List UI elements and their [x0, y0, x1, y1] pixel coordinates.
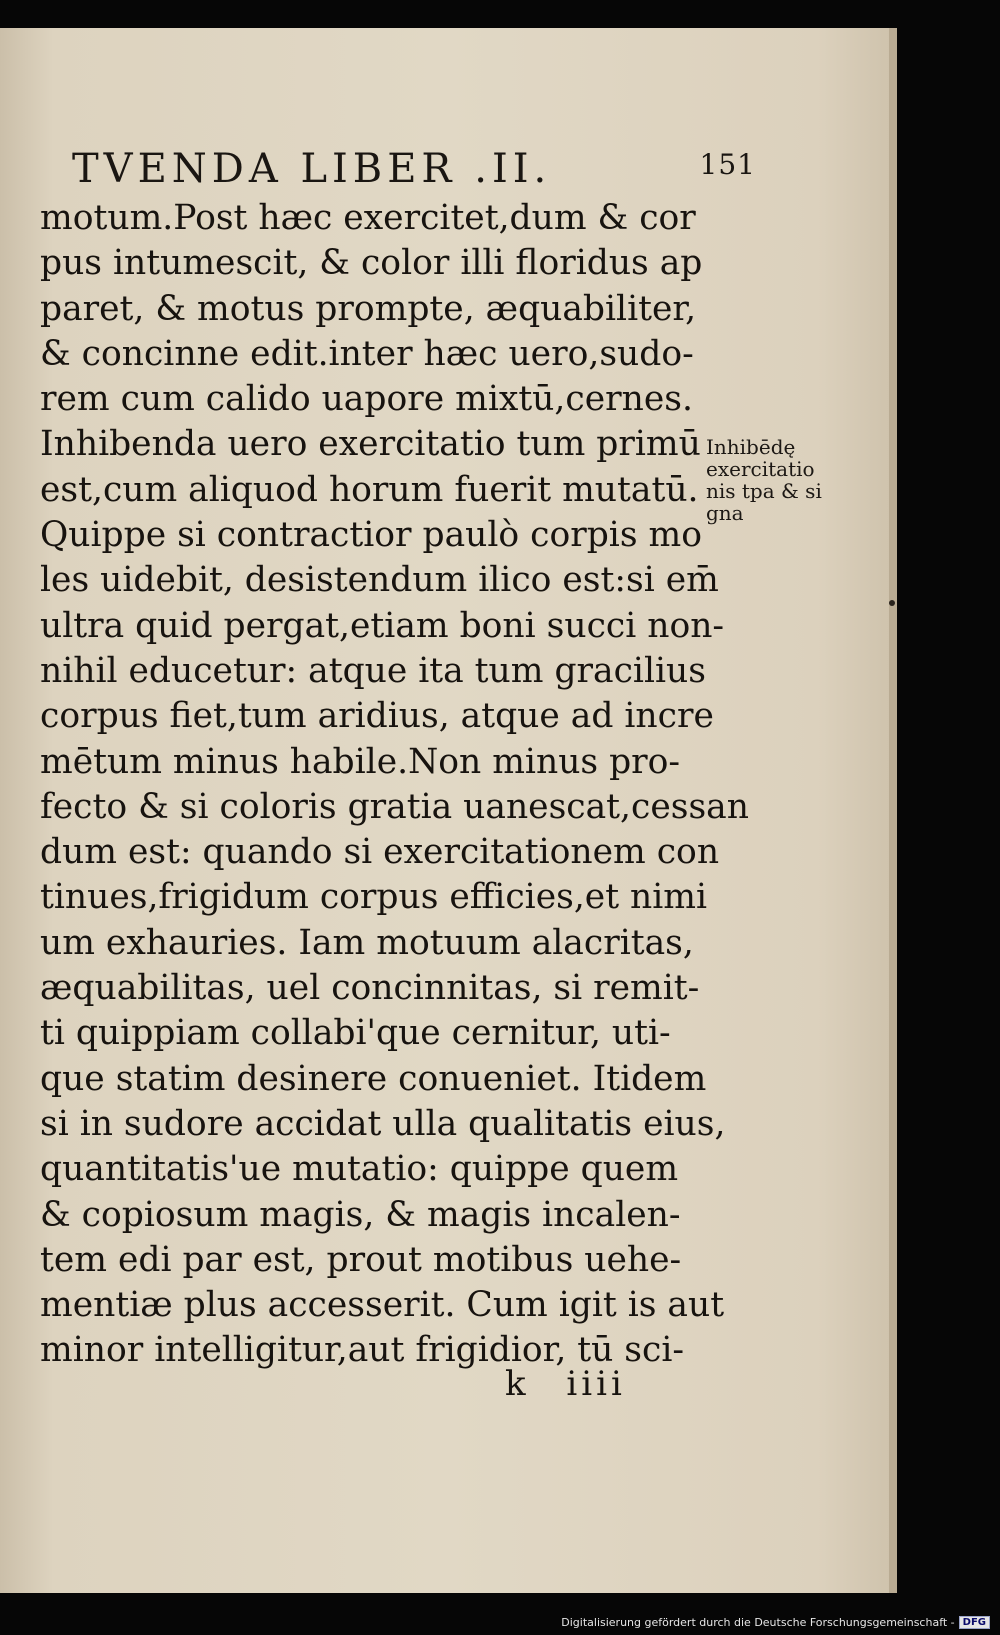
text-line: les uidebit, desistendum ilico est:si em̄	[40, 560, 719, 601]
text-line: dum est: quando si exercitationem con	[40, 832, 720, 873]
text-line: ultra quid pergat,etiam boni succi non-	[40, 605, 725, 646]
marginal-note-line: gna	[706, 501, 744, 525]
text-line: um exhauries. Iam motuum alacritas,	[40, 922, 694, 963]
text-line: tem edi par est, prout motibus uehe-	[40, 1239, 682, 1280]
page-header	[72, 146, 756, 192]
signature-mark: k iiii	[505, 1364, 626, 1404]
text-line: ti quippiam collabi'que cernitur, uti-	[40, 1013, 671, 1054]
marginal-note	[706, 436, 836, 524]
text-line: quantitatis'ue mutatio: quippe quem	[40, 1149, 679, 1190]
text-line: est,cum aliquod horum fuerit mutatū.	[40, 469, 699, 510]
text-line: Inhibenda uero exercitatio tum primū	[40, 424, 701, 465]
text-line: que statim desinere conueniet. Itidem	[40, 1058, 707, 1099]
text-line: Quippe si contractior paulò corpis mo	[40, 515, 702, 556]
running-title: TVENDA LIBER .II.	[72, 146, 552, 192]
folio-number: 151	[699, 148, 756, 181]
ink-spot	[889, 600, 895, 606]
text-line: mentiæ plus accesserit. Cum igit is aut	[40, 1285, 725, 1326]
digitization-footer	[561, 1616, 990, 1629]
text-line: corpus fiet,tum aridius, atque ad incre	[40, 696, 714, 737]
text-line: tinues,frigidum corpus efficies,et nimi	[40, 877, 708, 918]
text-line: æquabilitas, uel concinnitas, si remit-	[40, 968, 700, 1009]
dfg-logo: DFG	[959, 1616, 990, 1629]
text-line: minor intelligitur,aut frigidior, tū sci-	[40, 1330, 685, 1371]
marginal-note-line: Inhibēdę	[706, 435, 796, 459]
book-page	[0, 28, 897, 1593]
text-line: pus intumescit, & color illi floridus ap	[40, 243, 703, 284]
text-line: si in sudore accidat ulla qualitatis eius,	[40, 1103, 726, 1144]
text-line: nihil educetur: atque ita tum gracilius	[40, 650, 706, 691]
funding-credit: Digitalisierung gefördert durch die Deutsche Forschungsgemeinschaft -	[561, 1616, 955, 1629]
text-line: mētum minus habile.Non minus pro-	[40, 741, 681, 782]
marginal-note-line: nis tpa & si	[706, 479, 822, 503]
text-line: & copiosum magis, & magis incalen-	[40, 1194, 681, 1235]
marginal-note-line: exercitatio	[706, 457, 815, 481]
text-line: motum.Post hæc exercitet,dum & cor	[40, 198, 696, 238]
text-line: paret, & motus prompte, æquabiliter,	[40, 288, 697, 329]
text-line: fecto & si coloris gratia uanescat,cessan	[40, 786, 749, 827]
text-line: & concinne edit.inter hæc uero,sudo-	[40, 333, 694, 374]
text-line: rem cum calido uapore mixtū,cernes.	[40, 379, 693, 420]
